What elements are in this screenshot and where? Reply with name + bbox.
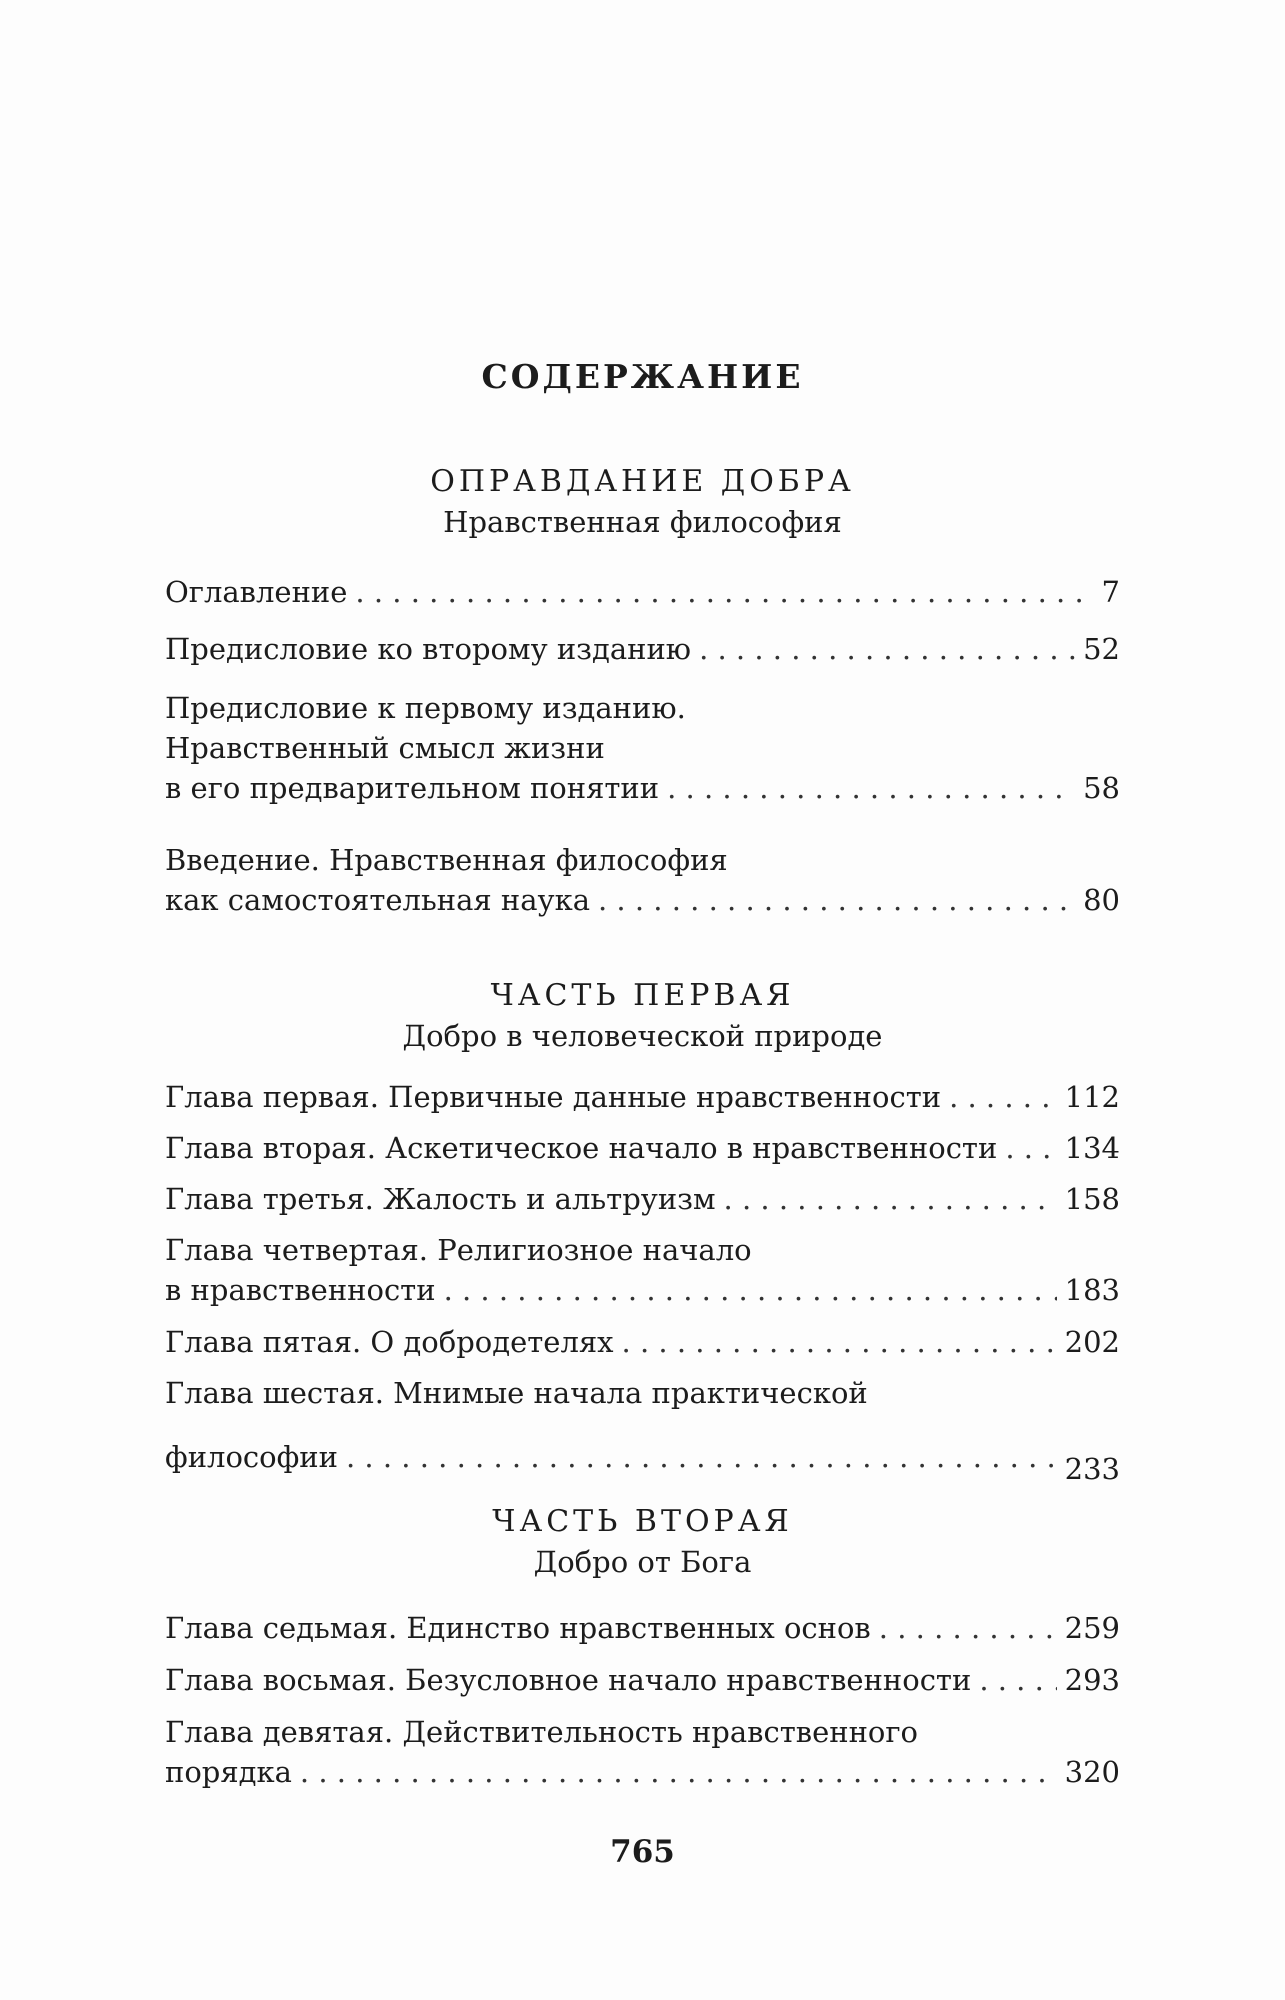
toc-entry[interactable]: [165, 1712, 1120, 1792]
dot-leader: [622, 1322, 1057, 1362]
toc-entry[interactable]: [165, 572, 1120, 612]
toc-page-number: 7: [1101, 575, 1120, 609]
dot-leader: [949, 1077, 1057, 1117]
toc-entry[interactable]: [165, 1660, 1120, 1700]
section-header-opravdanie: [0, 462, 1285, 542]
toc-entry-text: Глава вторая. Аскетическое начало в нравственности: [165, 1131, 998, 1165]
toc-page-number: 58: [1083, 771, 1120, 805]
toc-entry-last-line: [165, 1270, 1120, 1310]
toc-page-number: 202: [1064, 1325, 1120, 1359]
toc-entry-text: в нравственности: [165, 1273, 436, 1307]
toc-entry-last-line: [165, 1322, 1120, 1362]
dot-leader: [444, 1270, 1057, 1310]
toc-entry-last-line: [165, 1077, 1120, 1117]
section-title: ЧАСТЬ ВТОРАЯ: [492, 1504, 793, 1539]
toc-entry[interactable]: [165, 1230, 1120, 1310]
section-header-part-one: [0, 976, 1285, 1056]
toc-page-number: 80: [1083, 883, 1120, 917]
toc-entry[interactable]: [165, 1322, 1120, 1362]
toc-entry-last-line: [165, 1660, 1120, 1700]
dot-leader: [300, 1752, 1057, 1792]
toc-entry[interactable]: [165, 1077, 1120, 1117]
toc-page-number: 293: [1064, 1663, 1120, 1697]
toc-entry[interactable]: [165, 1179, 1120, 1219]
toc-page-number: 259: [1064, 1611, 1120, 1645]
toc-entry-text: Нравственный смысл жизни: [165, 731, 605, 765]
toc-entry-last-line: [165, 1608, 1120, 1648]
toc-entry[interactable]: [165, 629, 1120, 669]
section-title: ОПРАВДАНИЕ ДОБРА: [430, 464, 855, 499]
page-title: СОДЕРЖАНИЕ: [481, 357, 804, 396]
toc-entry-text: Глава седьмая. Единство нравственных основ: [165, 1611, 871, 1645]
toc-page-number: 183: [1064, 1273, 1120, 1307]
toc-entry[interactable]: [165, 1128, 1120, 1168]
dot-leader: [355, 572, 1093, 612]
toc-page-number: 134: [1064, 1131, 1120, 1165]
toc-page-number: 158: [1064, 1182, 1120, 1216]
dot-leader: [667, 768, 1075, 808]
toc-entry-last-line: [165, 629, 1120, 669]
dot-leader: [879, 1608, 1057, 1648]
dot-leader: [699, 629, 1075, 669]
toc-page-number: 112: [1064, 1080, 1120, 1114]
dot-leader: [598, 880, 1075, 920]
toc-entry-text: Предисловие ко второму изданию: [165, 632, 692, 666]
toc-entry-last-line: [165, 880, 1120, 920]
toc-entry-last-line: [165, 1179, 1120, 1219]
toc-entry[interactable]: [165, 1608, 1120, 1648]
section-header-part-two: [0, 1502, 1285, 1582]
toc-entry-last-line: [165, 1128, 1120, 1168]
toc-entry[interactable]: [165, 1373, 1120, 1486]
toc-entry-text: в его предварительном понятии: [165, 771, 660, 805]
page-number: 765: [610, 1834, 675, 1870]
toc-entry-text: Глава шестая. Мнимые начала практической: [165, 1376, 868, 1410]
toc-entry-last-line: [165, 572, 1120, 612]
toc-entry[interactable]: [165, 688, 1120, 808]
toc-page-number: 320: [1064, 1755, 1120, 1789]
toc-entry-text: Предисловие к первому изданию.: [165, 691, 686, 725]
toc-entry-last-line: [165, 1413, 1120, 1486]
toc-entry-text: Глава пятая. О добродетелях: [165, 1325, 614, 1359]
section-subtitle: Добро от Бога: [533, 1545, 752, 1579]
toc-page-number: 52: [1083, 632, 1120, 666]
toc-entry-text: Введение. Нравственная философия: [165, 843, 728, 877]
toc-entry[interactable]: [165, 840, 1120, 920]
section-subtitle: Нравственная философия: [443, 505, 842, 539]
toc-entry-last-line: [165, 768, 1120, 808]
dot-leader: [979, 1660, 1056, 1700]
toc-entry-text: порядка: [165, 1755, 292, 1789]
toc-entry-last-line: [165, 1752, 1120, 1792]
toc-entry-text: философии: [165, 1440, 338, 1474]
toc-entry-text: Глава первая. Первичные данные нравственности: [165, 1080, 942, 1114]
dot-leader: [1005, 1128, 1056, 1168]
toc-entry-text: Глава восьмая. Безусловное начало нравственности: [165, 1663, 972, 1697]
section-title: ЧАСТЬ ПЕРВАЯ: [490, 978, 795, 1013]
toc-entry-text: Глава третья. Жалость и альтруизм: [165, 1182, 716, 1216]
toc-entry-text: Глава четвертая. Религиозное начало: [165, 1233, 752, 1267]
toc-entry-text: Глава девятая. Действительность нравственного: [165, 1715, 919, 1749]
toc-page-number: 233: [1064, 1452, 1120, 1486]
dot-leader: [724, 1179, 1057, 1219]
toc-entry-text: как самостоятельная наука: [165, 883, 590, 917]
toc-entry-text: Оглавление: [165, 575, 348, 609]
section-subtitle: Добро в человеческой природе: [402, 1019, 883, 1053]
dot-leader: [346, 1437, 1057, 1477]
